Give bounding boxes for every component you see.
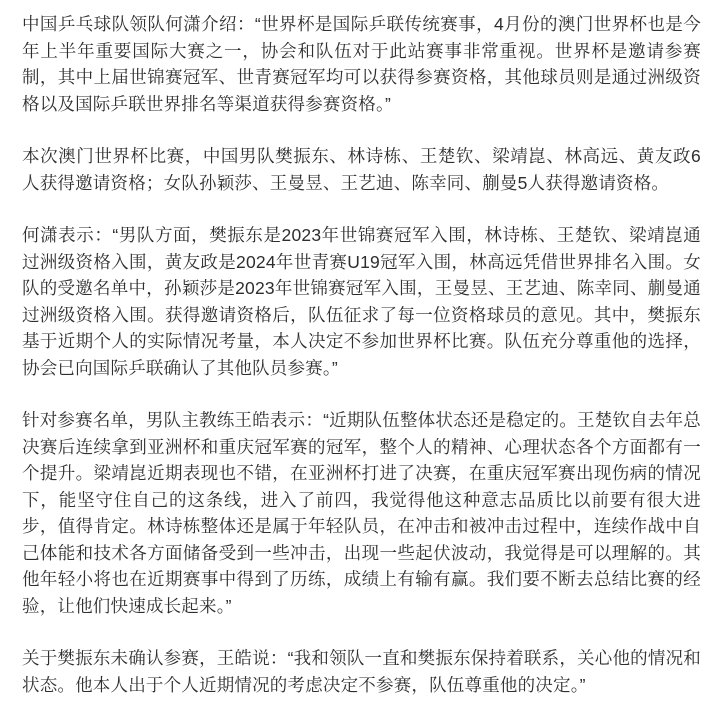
article-paragraph-invited-players: 本次澳门世界杯比赛，中国男队樊振东、林诗栋、王楚钦、梁靖崑、林高远、黄友政6人获得邀请资格；女队孙颖莎、王曼昱、王艺迪、陈幸同、蒯曼5人获得邀请资格。	[22, 146, 701, 193]
article-paragraph-fan-zhendong-status: 关于樊振东未确认参赛，王皓说：“我和领队一直和樊振东保持着联系，关心他的情况和状态。他本人出于个人近期情况的考虑决定不参赛，队伍尊重他的决定。”	[22, 648, 701, 695]
article-paragraph-intro: 中国乒乓球队领队何潇介绍：“世界杯是国际乒联传统赛事，4月份的澳门世界杯也是今年上半年重要国际大赛之一，协会和队伍对于此站赛事非常重视。世界杯是邀请参赛制，其中上届世锦赛冠军、世青赛冠军均可以获得参赛资格，其他球员则是通过洲级资格以及国际乒联世界排名等渠道获得参赛资格。”	[22, 14, 701, 114]
article-paragraph-coach-comments: 针对参赛名单，男队主教练王皓表示：“近期队伍整体状态还是稳定的。王楚钦自去年总决赛后连续拿到亚洲杯和重庆冠军赛的冠军，整个人的精神、心理状态各个方面都有一个提升。梁靖崑近期表现也不错，在亚洲杯打进了决赛，在重庆冠军赛出现伤病的情况下，能坚守住自己的这条线，进入了前四，我觉得他这种意志品质比以前要有很大进步，值得肯定。林诗栋整体还是属于年轻队员，在冲击和被冲击过程中，连续作战中自己体能和技术各方面储备受到一些冲击，出现一些起伏波动，我觉得是可以理解的。其他年轻小将也在近期赛事中得到了历练，成绩上有输有赢。我们要不断去总结比赛的经验，让他们快速成长起来。”	[22, 410, 701, 616]
article-paragraph-qualification-details: 何潇表示：“男队方面，樊振东是2023年世锦赛冠军入围，林诗栋、王楚钦、梁靖崑通过洲级资格入围，黄友政是2024年世青赛U19冠军入围，林高远凭借世界排名入围。女队的受邀名单中，孙颖莎是2023年世锦赛冠军入围，王曼昱、王艺迪、陈幸同、蒯曼通过洲级资格入围。获得邀请资格后，队伍征求了每一位资格球员的意见。其中，樊振东基于近期个人的实际情况考量，本人决定不参加世界杯比赛。队伍充分尊重他的选择，协会已向国际乒联确认了其他队员参赛。”	[22, 225, 701, 378]
